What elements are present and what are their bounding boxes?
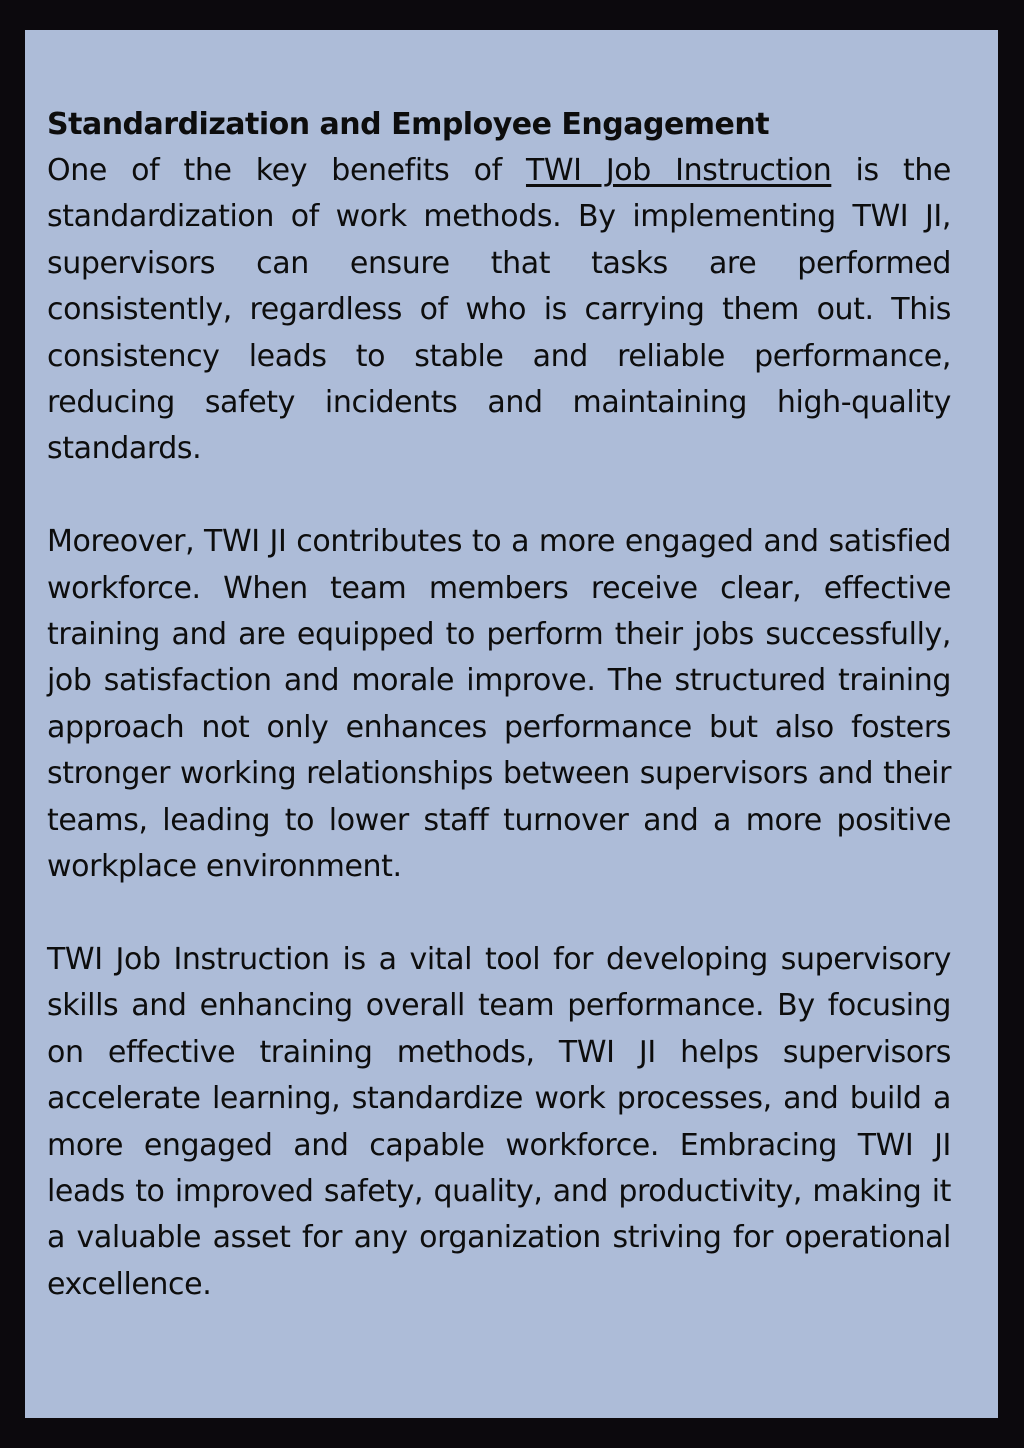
content-panel — [25, 30, 998, 1418]
paragraph-conclusion: TWI Job Instruction is a vital tool for developing supervisory skills and enhancing overall team performance. By focusing on effective training methods, TWI JI helps supervisors accelerate learning, standardize work processes, and build a more engaged and capable workforce. Embracing TWI JI leads to improved safety, quality, and productivity, making it a valuable asset for any organization striving for operational excellence. — [47, 941, 951, 1302]
paragraph-1-intro: One of the key benefits of — [47, 153, 526, 188]
twi-job-instruction-link[interactable]: TWI Job Instruction — [525, 153, 832, 188]
paragraph-1-body: is the standardization of work methods. By implementing TWI JI, supervisors can ensure that tasks are performed consistently, regardless of who is carrying them out. This consistency leads to stable and reliable performance, reducing safety incidents and maintaining high-quality standards. — [47, 153, 951, 467]
paragraph-standardization — [47, 148, 951, 473]
section-heading: Standardization and Employee Engagement — [47, 107, 770, 142]
paragraph-engagement: Moreover, TWI JI contributes to a more engaged and satisfied workforce. When team members receive clear, effective training and are equipped to perform their jobs successfully, job satisfaction and morale improve. The structured training approach not only enhances performance but also fosters stronger working relationships between supervisors and their teams, leading to lower staff turnover and a more positive workplace environment. — [47, 524, 951, 885]
